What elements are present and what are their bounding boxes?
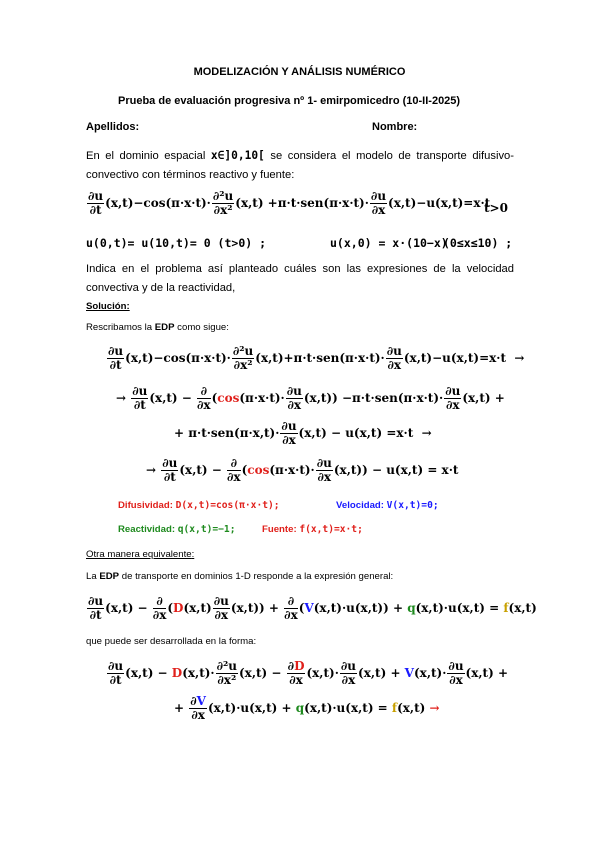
alt-intro-2: que puede ser desarrollada en la forma:: [86, 636, 257, 647]
solution-heading: Solución:: [86, 301, 130, 312]
document-title: MODELIZACIÓN Y ANÁLISIS NUMÉRICO: [193, 66, 406, 78]
document-subtitle: Prueba de evaluación progresiva nº 1- emirpomicedro (10-II-2025): [118, 95, 461, 107]
initial-condition-domain: (0≤x≤10) ;: [443, 236, 513, 250]
expanded-eq-1: $\frac{\partial u}{\partial t}$ (x,t) − D(x,t)· $\frac{\text{∂²u}}{\text{∂x²}}$ (x,t) − $\frac{\partial D}{\partial x}$ (x,t)· $\frac{\partial u}{\partial x}$ (x,t) + V(x,t)· $\frac{\partial u}{\partial x}$ (x,t) +: [108, 659, 509, 687]
boundary-conditions: u(0,t)= u(10,t)= 0 (t>0) ;: [86, 236, 267, 250]
velocidad-line: Velocidad: V(x,t)=0;: [336, 500, 439, 511]
solution-eq-1: $\frac{\partial u}{\partial t}$ (x,t)−cos(π·x·t)· $\frac{\text{∂²u}}{\text{∂x²}}$ (x,t)+π·t·sen(π·x·t)· $\frac{\partial u}{\partial x}$ (x,t)−u(x,t)=x·t →: [108, 344, 525, 372]
solution-eq-2: → $\frac{\partial u}{\partial t}$ (x,t) − $\frac{\partial}{\partial x}$ (cos(π·x·t)· $\frac{\partial u}{\partial x}$ (x,t)) −π·t·sen(π·x·t)· $\frac{\partial u}{\partial x}$ (x,t) +: [116, 384, 505, 412]
statement-paragraph: En el dominio espacial x∈]0,10[ se considera el modelo de transporte difusivo-convectivo con términos reactivo y fuente:: [86, 149, 514, 181]
expanded-eq-2: + $\frac{\partial V}{\partial x}$ (x,t)·u(x,t) + q(x,t)·u(x,t) = f(x,t) →: [174, 694, 440, 722]
pde-equation: $\frac{\partial u}{\partial t}$ (x,t)−cos(π·x·t)· $\frac{\text{∂²u}}{\text{∂x²}}$ (x,t) +π·t·sen(π·x·t)· $\frac{\partial u}{\partial x}$ (x,t)−u(x,t)=x·t: [88, 189, 491, 217]
apellidos-label: Apellidos:: [86, 121, 140, 133]
fuente-line: Fuente: f(x,t)=x·t;: [262, 524, 363, 535]
difusividad-line: Difusividad: D(x,t)=cos(π·x·t);: [118, 500, 280, 511]
solution-intro: Rescribamos la EDP como sigue:: [86, 322, 229, 333]
question-paragraph: Indica en el problema así planteado cuáles son las expresiones de la velocidad convectiva y de la reactividad,: [86, 263, 514, 294]
solution-eq-4: → $\frac{\partial u}{\partial t}$ (x,t) − $\frac{\partial}{\partial x}$ (cos(π·x·t)· $\frac{\partial u}{\partial x}$ (x,t)) − u(x,t) = x·t: [146, 456, 459, 484]
pde-time-condition: t>0: [484, 201, 508, 215]
general-transport-eq: $\frac{\partial u}{\partial t}$ (x,t) − $\frac{\partial}{\partial x}$ (D(x,t) $\frac{\partial u}{\partial x}$ (x,t)) + $\frac{\partial}{\partial x}$ (V(x,t)·u(x,t)) + q(x,t)·u(x,t) = f(x,t): [88, 594, 537, 622]
alt-heading: Otra manera equivalente:: [86, 549, 195, 560]
nombre-label: Nombre:: [372, 121, 418, 133]
reactividad-line: Reactividad: q(x,t)=−1;: [118, 524, 236, 535]
initial-condition: u(x,0) = x·(10−x): [330, 236, 448, 250]
solution-eq-3: + π·t·sen(π·x,t)· $\frac{\partial u}{\partial x}$ (x,t) − u(x,t) =x·t →: [174, 419, 432, 447]
alt-intro: La EDP de transporte en dominios 1-D responde a la expresión general:: [86, 571, 394, 582]
